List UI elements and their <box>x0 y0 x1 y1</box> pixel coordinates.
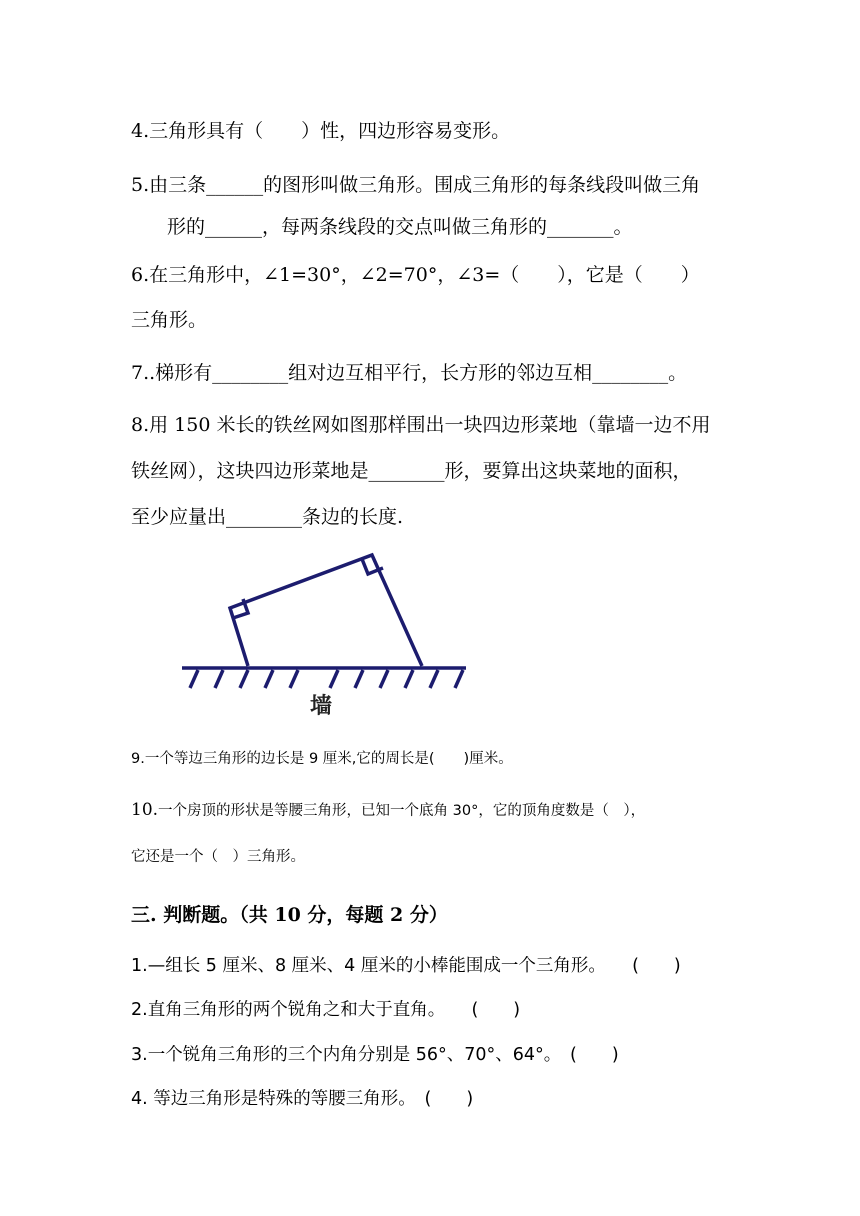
question-8-line-1: 8.用 150 米长的铁丝网如图那样围出一块四边形菜地（靠墙一边不用 <box>131 414 711 436</box>
wall-hatch <box>265 670 273 688</box>
judge-item-2: 2.直角三角形的两个锐角之和大于直角。 ( ) <box>131 1000 521 1020</box>
judge-item-1: 1.—组长 5 厘米、8 厘米、4 厘米的小棒能围成一个三角形。 ( ) <box>131 956 681 976</box>
quadrilateral-garden-figure <box>178 546 470 720</box>
quadrilateral-sides <box>230 555 422 666</box>
wall-hatch <box>215 670 223 688</box>
wall-hatch <box>330 670 338 688</box>
question-5-line-2: 形的______，每两条线段的交点叫做三角形的_______。 <box>167 216 633 238</box>
question-4: 4.三角形具有（ ）性，四边形容易变形。 <box>131 120 511 142</box>
judge-item-3: 3.一个锐角三角形的三个内角分别是 56°、70°、64°。 ( ) <box>131 1045 619 1065</box>
question-10-text: 一个房顶的形状是等腰三角形，已知一个底角 30°，它的顶角度数是（ ）， <box>158 803 646 819</box>
question-6-line-2: 三角形。 <box>131 309 208 331</box>
question-7: 7..梯形有________组对边互相平行，长方形的邻边互相________。 <box>131 362 688 384</box>
question-8-line-2: 铁丝网），这块四边形菜地是________形，要算出这块菜地的面积， <box>131 460 692 482</box>
question-10-number: 10. <box>131 800 159 820</box>
question-10-line-2: 它还是一个（ ）三角形。 <box>131 849 305 865</box>
right-angle-mark-left <box>233 599 248 618</box>
wall-hatch <box>355 670 363 688</box>
judge-item-4: 4. 等边三角形是特殊的等腰三角形。 ( ) <box>131 1089 474 1109</box>
wall-hatch <box>240 670 248 688</box>
wall-hatch <box>290 670 298 688</box>
wall-label: 墙 <box>310 694 333 719</box>
question-10-line-1 <box>131 799 645 820</box>
question-6-line-1: 6.在三角形中，∠1=30°，∠2=70°，∠3=（ ），它是（ ） <box>131 264 700 286</box>
wall-hatch <box>455 670 463 688</box>
section-3-title: 三. 判断题。（共 10 分，每题 2 分） <box>131 904 448 926</box>
question-9: 9.一个等边三角形的边长是 9 厘米,它的周长是( )厘米。 <box>131 751 513 767</box>
wall-hatch <box>405 670 413 688</box>
question-5-line-1: 5.由三条______的图形叫做三角形。围成三角形的每条线段叫做三角 <box>131 174 701 196</box>
question-8-line-3: 至少应量出________条边的长度. <box>131 506 404 528</box>
figure-lines <box>182 555 466 688</box>
wall-hatch <box>430 670 438 688</box>
wall-hatch <box>190 670 198 688</box>
wall-hatch <box>380 670 388 688</box>
